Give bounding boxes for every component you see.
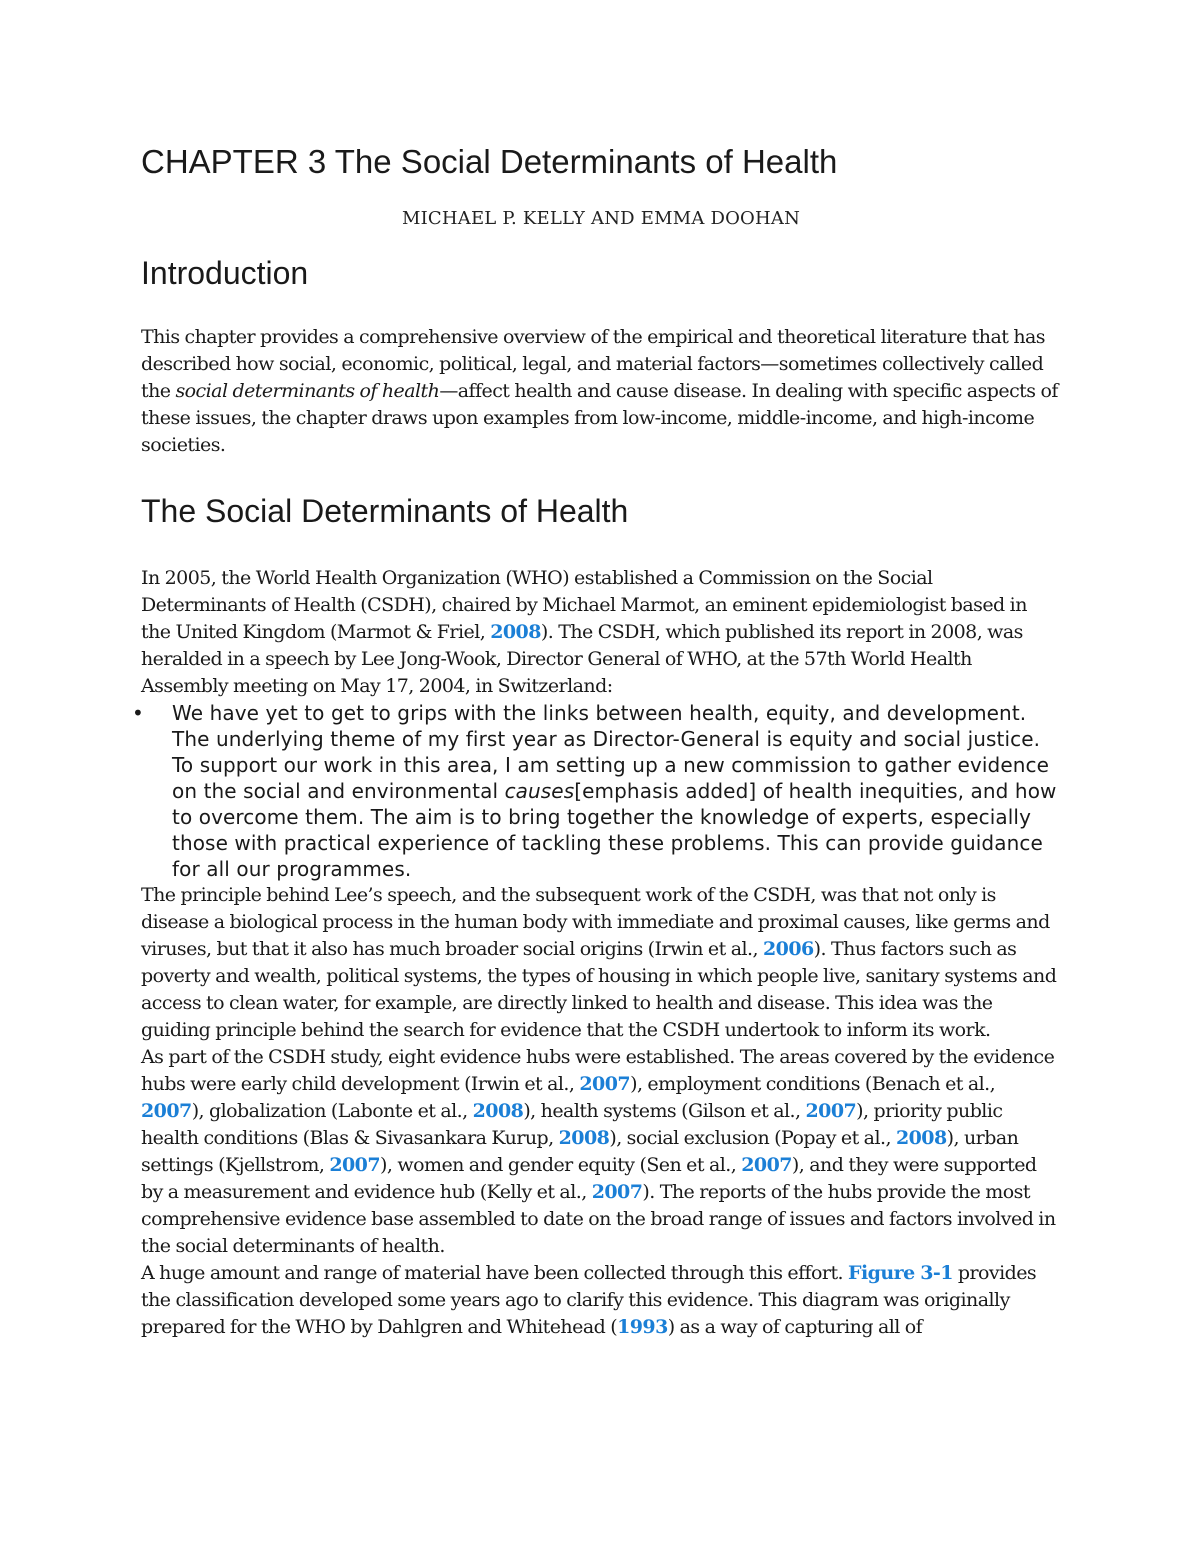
reference-link[interactable]: 2007 <box>141 1100 192 1122</box>
hubs-text: ), health systems (Gilson et al., <box>523 1100 806 1122</box>
quote-text-2: [emphasis added] of health inequities, and how to overcome them. The aim is to bring together the knowledge of experts, especially those with practical experience of tackling these problems. This can provide guidance for all our programmes. <box>172 779 1057 881</box>
figure-paragraph <box>141 1260 1061 1341</box>
intro-text-1: This chapter provides a comprehensive overview of the empirical and theoretical literature that has described how social, economic, political, legal, and material factors—sometimes collectively called the <box>141 326 1045 402</box>
reference-link[interactable]: 2007 <box>805 1100 857 1122</box>
sdh-heading: The Social Determinants of Health <box>141 493 629 529</box>
principle-paragraph <box>141 882 1061 1044</box>
csdh-text-2: ). The CSDH, which published its report in 2008, was heralded in a speech by Lee Jong-Wook, Director General of WHO, at the 57th World Health Assembly meeting on May 17, 2004, in Switzerland: <box>141 621 1023 697</box>
principle-text-2: ). Thus factors such as poverty and wealth, political systems, the types of housing in which people live, sanitary systems and access to clean water, for example, are directly linked to health and disease. This idea was the guiding principle behind the search for evidence that the CSDH undertook to inform its work. <box>141 938 1057 1041</box>
hubs-text: ). The reports of the hubs provide the most comprehensive evidence base assembled to date on the broad range of issues and factors involved in the social determinants of health. <box>141 1181 1056 1257</box>
block-quote <box>132 700 1061 882</box>
quote-text-1: We have yet to get to grips with the links between health, equity, and development. The underlying theme of my first year as Director-General is equity and social justice. To support our work in this area, I am setting up a new commission to gather evidence on the social and environmental <box>172 701 1050 803</box>
reference-link[interactable]: 2007 <box>329 1154 381 1176</box>
reference-link[interactable]: 2007 <box>741 1154 792 1176</box>
hubs-text: ), and they were supported by a measurement and evidence hub (Kelly et al., <box>141 1154 1037 1203</box>
bullet-icon: • <box>132 701 144 725</box>
reference-link[interactable]: 2008 <box>895 1127 947 1149</box>
hubs-text: ), social exclusion (Popay et al., <box>609 1127 896 1149</box>
intro-emphasis: social determinants of health <box>175 380 440 402</box>
principle-text-1: The principle behind Lee’s speech, and the subsequent work of the CSDH, was that not only is disease a biological process in the human body with immediate and proximal causes, like germs and viruses, but that it also has much broader social origins (Irwin et al., <box>141 884 1050 960</box>
csdh-paragraph <box>141 565 1061 700</box>
reference-link[interactable]: 2008 <box>558 1127 610 1149</box>
reference-link[interactable]: 1993 <box>617 1316 668 1338</box>
figure-link[interactable]: Figure 3-1 <box>848 1262 953 1284</box>
reference-link[interactable]: 2007 <box>579 1073 631 1095</box>
authors: MICHAEL P. KELLY AND EMMA DOOHAN <box>401 208 801 229</box>
chapter-title: CHAPTER 3 The Social Determinants of Health <box>141 143 838 180</box>
reference-link[interactable]: 2008 <box>472 1100 524 1122</box>
intro-paragraph <box>141 324 1061 459</box>
figure-text-3: ) as a way of capturing all of <box>667 1316 923 1338</box>
document-page <box>132 140 1061 1341</box>
hubs-text: As part of the CSDH study, eight evidence hubs were established. The areas covered by the evidence hubs were early child development (Irwin et al., <box>141 1046 1055 1095</box>
figure-text-1: A huge amount and range of material have been collected through this effort. <box>141 1262 849 1284</box>
introduction-heading: Introduction <box>141 255 309 291</box>
figure-text-2: provides the classification developed some years ago to clarify this evidence. This diagram was originally prepared for the WHO by Dahlgren and Whitehead ( <box>141 1262 1037 1338</box>
hubs-text: ), globalization (Labonte et al., <box>191 1100 473 1122</box>
hubs-text: ), women and gender equity (Sen et al., <box>380 1154 742 1176</box>
hubs-text: ), priority public health conditions (Blas & Sivasankara Kurup, <box>141 1100 1003 1149</box>
evidence-hubs-paragraph <box>141 1044 1061 1260</box>
quote-emphasis: causes <box>504 779 575 803</box>
reference-link[interactable]: 2006 <box>762 938 814 960</box>
hubs-text: ), urban settings (Kjellstrom, <box>141 1127 1019 1176</box>
csdh-text-1: In 2005, the World Health Organization (WHO) established a Commission on the Social Determinants of Health (CSDH), chaired by Michael Marmot, an eminent epidemiologist based in the United Kingdom (Marmot & Friel, <box>141 567 1027 643</box>
intro-text-2: —affect health and cause disease. In dealing with specific aspects of these issues, the chapter draws upon examples from low-income, middle-income, and high-income societies. <box>141 380 1058 456</box>
reference-link[interactable]: 2008 <box>490 621 541 643</box>
reference-link[interactable]: 2007 <box>591 1181 643 1203</box>
hubs-text: ), employment conditions (Benach et al., <box>630 1073 996 1095</box>
